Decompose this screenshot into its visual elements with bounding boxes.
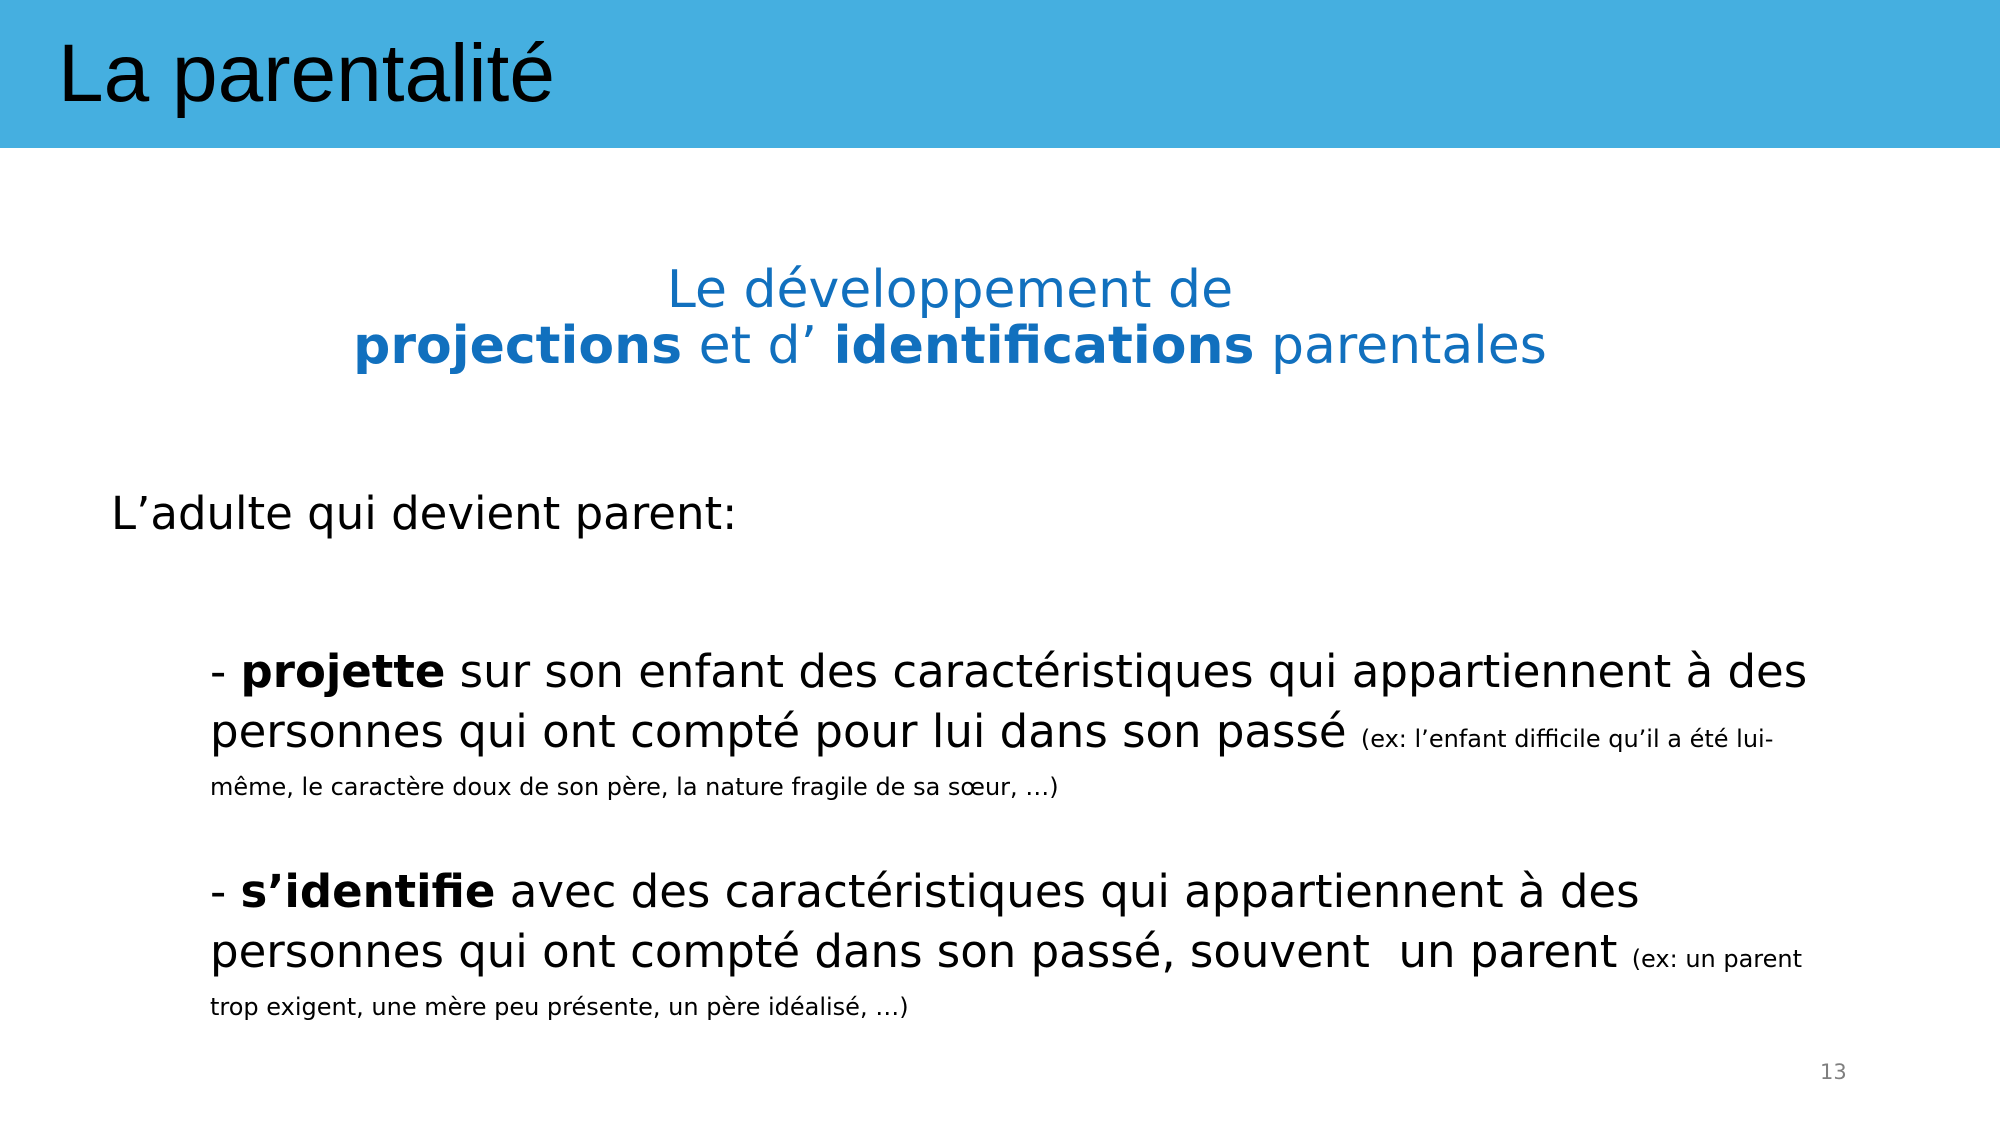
bullet-line-1 bbox=[210, 862, 1770, 922]
page-number: 13 bbox=[1820, 1060, 1847, 1084]
bullet-example-note-continued: trop exigent, une mère peu présente, un père idéalisé, …) bbox=[210, 993, 909, 1021]
bullet-prefix: - bbox=[210, 645, 241, 698]
subtitle-bold-projections: projections bbox=[353, 316, 683, 376]
subtitle-line-1: Le développement de bbox=[666, 260, 1234, 320]
bullet-point-projette bbox=[210, 642, 1808, 805]
subtitle-connector: et d’ bbox=[682, 316, 834, 376]
bullet-line-2 bbox=[210, 702, 1774, 769]
intro-text: L’adulte qui devient parent: bbox=[111, 487, 738, 540]
bullet-line-2 bbox=[210, 922, 1803, 989]
slide-subtitle bbox=[0, 262, 1900, 374]
bullet-example-note: (ex: un parent bbox=[1631, 945, 1803, 973]
bullet-example-note: (ex: l’enfant difficile qu’il a été lui- bbox=[1360, 725, 1774, 753]
subtitle-end: parentales bbox=[1254, 316, 1547, 376]
slide-title: La parentalité bbox=[58, 28, 555, 119]
bullet-keyword: projette bbox=[240, 645, 446, 698]
bullet-keyword: s’identifie bbox=[240, 865, 496, 918]
bullet-prefix: - bbox=[210, 865, 241, 918]
bullet-text: avec des caractéristiques qui appartiennent à des bbox=[495, 865, 1640, 918]
bullet-text-continued: personnes qui ont compté pour lui dans son passé bbox=[210, 705, 1361, 758]
bullet-line-1 bbox=[210, 642, 1808, 702]
bullet-point-identifie bbox=[210, 862, 1803, 1025]
bullet-text-continued: personnes qui ont compté dans son passé, souvent un parent bbox=[210, 925, 1632, 978]
bullet-example-note-continued: même, le caractère doux de son père, la nature fragile de sa sœur, …) bbox=[210, 773, 1059, 801]
subtitle-line-2 bbox=[0, 318, 1900, 374]
bullet-text: sur son enfant des caractéristiques qui appartiennent à des bbox=[445, 645, 1808, 698]
subtitle-bold-identifications: identifications bbox=[833, 316, 1255, 376]
